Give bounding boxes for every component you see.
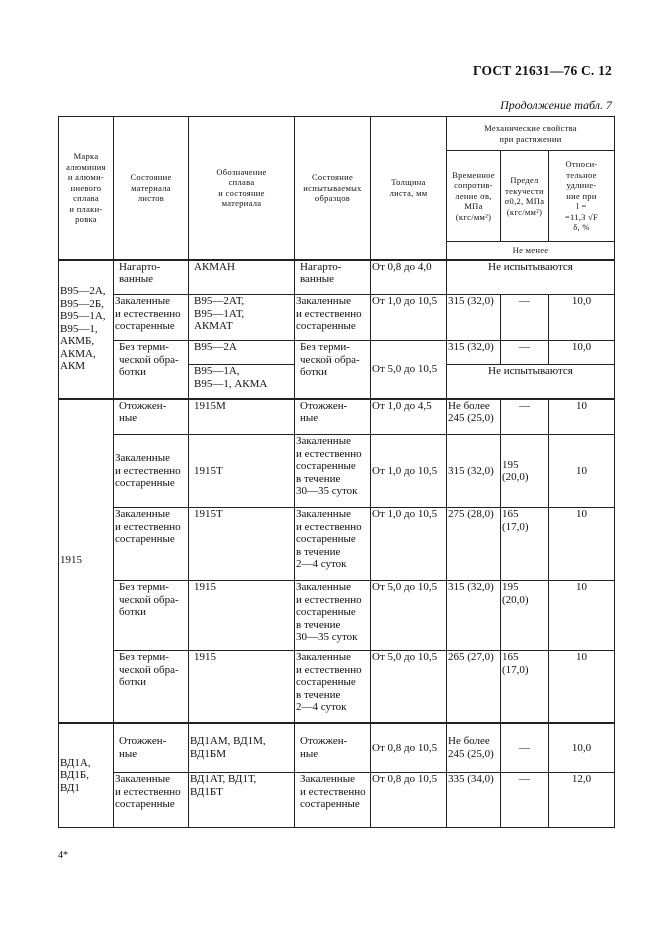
grade-cell (59, 260, 114, 399)
not-tested-note: Не испытываются (447, 365, 615, 399)
text-line: Закаленные (300, 773, 355, 785)
properties-table (58, 116, 615, 828)
text-line: ВД1А, (60, 756, 91, 769)
text-line: состаренные (115, 320, 175, 332)
strength-cell: Не более 245 (25,0) (447, 723, 501, 773)
text-line: В95—2Б, (60, 297, 104, 310)
grade-cell (59, 723, 114, 828)
not-less-label: Не менее (447, 242, 615, 260)
designation-cell (189, 508, 295, 581)
text-line: Отожжен- (119, 735, 167, 748)
text-line: и естественно (296, 663, 362, 676)
text-line: АКМ (60, 360, 86, 373)
text-line: ботки (119, 676, 146, 688)
state-cell (114, 508, 189, 581)
col-grade-header (59, 117, 114, 260)
text-line: ВД1БМ (190, 747, 227, 760)
text-line: Отожжен- (300, 399, 348, 412)
col-tested-state-header (295, 117, 371, 260)
text-line: Закаленные (296, 581, 351, 593)
tested-state-cell (295, 435, 371, 508)
text-line: текучести (505, 185, 544, 196)
page-number: 4* (58, 850, 68, 861)
text-line: 1915 (194, 651, 216, 663)
tested-state-cell (295, 295, 371, 341)
text-line: состаренные (296, 676, 356, 688)
text-line: Закаленные (296, 295, 351, 307)
text-line: В95—1А, (194, 365, 240, 377)
text-line: (кгс/мм²) (506, 206, 543, 217)
designation-cell (189, 295, 295, 341)
text-line: сплава (73, 193, 99, 203)
text-line: и алюми- (67, 172, 105, 182)
thickness-cell: От 5,0 до 10,5 (371, 341, 447, 399)
text-line: l = (576, 201, 587, 212)
text-line: В95—2АТ, (194, 295, 245, 307)
text-line: сплава (228, 177, 255, 188)
designation-cell (189, 341, 295, 365)
designation-cell (189, 581, 295, 651)
table-row (59, 508, 615, 581)
text-line: Отожжен- (300, 735, 348, 748)
text-line: ВД1АМ, ВД1М, (190, 735, 266, 748)
text-line: и плаки- (69, 203, 103, 214)
text-line: и естественно (115, 520, 181, 533)
text-line: 2—4 суток (296, 558, 347, 570)
text-line: Без терми- (119, 581, 169, 593)
text-line: и естественно (296, 520, 362, 533)
text-line: ВД1БТ (190, 785, 223, 798)
text-line: =11,3 √F (564, 211, 599, 222)
text-line: и естественно (296, 593, 362, 606)
text-line: и состояние (218, 187, 265, 198)
text-line: ные (119, 412, 138, 424)
table-row (59, 435, 615, 508)
thickness-cell: От 1,0 до 10,5 (371, 435, 447, 508)
state-cell (114, 435, 189, 508)
text-line: Без терми- (119, 341, 169, 353)
strength-cell: 315 (32,0) (447, 435, 501, 508)
text-line: Закаленные (296, 651, 351, 663)
text-line: удлине- (566, 180, 597, 191)
text-line: ВД1 (60, 781, 80, 794)
text-line: 1915Т (194, 464, 223, 477)
tested-state-cell (295, 260, 371, 295)
strength-cell: 315 (32,0) (447, 581, 501, 651)
text-line: образцов (314, 193, 351, 203)
text-line: Закаленные (115, 295, 170, 307)
text-line: состаренные (296, 320, 356, 332)
state-cell (114, 341, 189, 399)
text-line: Состояние (130, 172, 172, 182)
tested-state-cell (295, 773, 371, 828)
designation-cell (189, 773, 295, 828)
text-line: ческой обра- (300, 353, 360, 366)
elongation-cell: 12,0 (549, 773, 615, 828)
elongation-cell: 10,0 (549, 723, 615, 773)
state-cell (114, 723, 189, 773)
text-line: δ, % (573, 222, 590, 233)
text-line: в течение (296, 545, 341, 558)
text-line: ные (300, 412, 319, 424)
state-cell (114, 260, 189, 295)
text-line: ровка (75, 214, 97, 224)
thickness-cell: От 0,8 до 10,5 (371, 723, 447, 773)
table-row (59, 723, 615, 773)
text-line: Без терми- (300, 341, 350, 353)
text-line: Нагарто- (300, 260, 342, 273)
strength-cell: 265 (27,0) (447, 651, 501, 723)
text-line: ние при (566, 190, 597, 201)
tested-state-cell (295, 399, 371, 435)
elongation-cell: 10 (549, 651, 615, 723)
table-row (59, 773, 615, 828)
text-line: ные (300, 747, 319, 760)
designation-cell (189, 723, 295, 773)
text-line: и естественно (296, 447, 362, 460)
state-cell (114, 773, 189, 828)
yield-cell: 195 (20,0) (501, 435, 549, 508)
tested-state-cell (295, 723, 371, 773)
text-line: при растяжении (499, 133, 562, 144)
tested-state-cell (295, 651, 371, 723)
col-yield-header (501, 151, 549, 242)
state-cell (114, 399, 189, 435)
text-line: тельное (566, 169, 597, 180)
text-line: Закаленные (115, 773, 170, 785)
text-line: АКМАН (194, 260, 235, 273)
yield-cell: 195 (20,0) (501, 581, 549, 651)
strength-cell: 335 (34,0) (447, 773, 501, 828)
text-line: 1915Т (194, 508, 223, 520)
text-line: состаренные (115, 477, 175, 490)
elongation-cell: 10 (549, 508, 615, 581)
text-line: 30—35 суток (296, 631, 358, 643)
text-line: В95—1А, (60, 310, 106, 323)
strength-cell: 275 (28,0) (447, 508, 501, 581)
text-line: В95—1, (60, 322, 98, 335)
designation-cell (189, 399, 295, 435)
text-line: Обозначение (216, 166, 267, 177)
text-line: материала (221, 198, 262, 209)
text-line: Нагарто- (119, 260, 161, 273)
text-line: в течение (296, 688, 341, 701)
text-line: МПа (464, 201, 483, 212)
text-line: состаренные (296, 533, 356, 545)
elongation-cell: 10,0 (549, 295, 615, 341)
text-line: в течение (296, 472, 341, 485)
text-line: АКМА, (60, 347, 96, 360)
text-line: ботки (119, 366, 146, 378)
text-line: Толщина (391, 177, 426, 188)
text-line: В95—1АТ, (194, 307, 245, 320)
table-row (59, 341, 615, 365)
text-line: ВД1Б, (60, 769, 89, 781)
designation-cell (189, 365, 295, 399)
text-line: σ0,2, МПа (504, 196, 545, 206)
text-line: состаренные (296, 460, 356, 472)
designation-cell (189, 260, 295, 295)
text-line: Закаленные (115, 508, 170, 520)
text-line: Предел (510, 175, 539, 185)
text-line: Без терми- (119, 651, 169, 663)
thickness-cell: От 1,0 до 4,5 (371, 399, 447, 435)
text-line: Временное (452, 169, 495, 180)
text-line: ческой обра- (119, 593, 179, 606)
elongation-cell: 10,0 (549, 341, 615, 365)
text-line: листа, мм (389, 187, 428, 198)
text-line: Механические свойства (484, 123, 577, 133)
text-line: Относи- (565, 159, 598, 170)
table-row (59, 260, 615, 295)
thickness-cell: От 5,0 до 10,5 (371, 651, 447, 723)
thickness-cell: От 1,0 до 10,5 (371, 295, 447, 341)
thickness-cell: От 0,8 до 4,0 (371, 260, 447, 295)
text-line: состаренные (115, 798, 175, 810)
text-line: АКМБ, (60, 335, 95, 348)
yield-cell: — (501, 773, 549, 828)
yield-cell: — (501, 723, 549, 773)
col-state-header (114, 117, 189, 260)
text-line: ботки (300, 366, 327, 378)
grade-cell (59, 399, 114, 723)
strength-cell: Не более 245 (25,0) (447, 399, 501, 435)
state-cell (114, 651, 189, 723)
table-row (59, 295, 615, 341)
text-line: 1915 (60, 554, 82, 567)
designation-cell (189, 651, 295, 723)
col-designation-header (189, 117, 295, 260)
text-line: Закаленные (296, 508, 351, 520)
thickness-cell: От 1,0 до 10,5 (371, 508, 447, 581)
text-line: в течение (296, 618, 341, 631)
text-line: (кгс/мм²) (455, 211, 492, 222)
col-strength-header (447, 151, 501, 242)
tested-state-cell (295, 341, 371, 399)
text-line: 1915М (194, 399, 226, 412)
text-line: материала (131, 182, 171, 193)
text-line: ванные (119, 273, 153, 285)
text-line: В95—1, АКМА (194, 377, 268, 390)
yield-cell: — (501, 295, 549, 341)
text-line: ление σв, (455, 190, 492, 201)
text-line: ванные (300, 273, 334, 285)
text-line: ческой обра- (119, 353, 179, 366)
thickness-cell: От 5,0 до 10,5 (371, 581, 447, 651)
text-line: Закаленные (296, 435, 351, 447)
elongation-cell: 10 (549, 435, 615, 508)
text-line: В95—2А, (60, 285, 106, 298)
not-tested-note: Не испытываются (447, 260, 615, 295)
text-line: и естественно (115, 307, 181, 320)
text-line: 2—4 суток (296, 701, 347, 713)
state-cell (114, 295, 189, 341)
text-line: ческой обра- (119, 663, 179, 676)
thickness-cell: От 0,8 до 10,5 (371, 773, 447, 828)
tested-state-cell (295, 508, 371, 581)
text-line: состаренные (115, 533, 175, 545)
text-line: ниевого (70, 182, 102, 193)
text-line: АКМАТ (194, 320, 233, 332)
text-line: сопротив- (454, 180, 493, 191)
text-line: Отожжен- (119, 399, 167, 412)
text-line: 30—35 суток (296, 485, 358, 497)
table-row (59, 399, 615, 435)
text-line: состаренные (296, 606, 356, 618)
text-line: состаренные (300, 798, 360, 810)
strength-cell: 315 (32,0) (447, 295, 501, 341)
text-line: и естественно (300, 785, 366, 798)
table-row (59, 581, 615, 651)
col-mechanical-group-header (447, 117, 615, 151)
tested-state-cell (295, 581, 371, 651)
yield-cell: — (501, 341, 549, 365)
strength-cell: 315 (32,0) (447, 341, 501, 365)
text-line: Закаленные (115, 452, 170, 465)
text-line: 1915 (194, 581, 216, 593)
text-line: и естественно (296, 307, 362, 320)
yield-cell: 165 (17,0) (501, 508, 549, 581)
text-line: Состояние (311, 172, 354, 182)
document-code: ГОСТ 21631—76 С. 12 (473, 63, 612, 78)
state-cell (114, 581, 189, 651)
table-row (59, 651, 615, 723)
text-line: алюминия (66, 161, 106, 172)
elongation-cell: 10 (549, 399, 615, 435)
text-line: ботки (119, 606, 146, 618)
designation-cell (189, 435, 295, 508)
text-line: испытываемых (303, 182, 362, 193)
col-elongation-header (549, 151, 615, 242)
text-line: ные (119, 747, 138, 760)
text-line: Марка (73, 151, 99, 161)
text-line: В95—2А (194, 341, 237, 353)
text-line: и естественно (115, 464, 181, 477)
text-line: и естественно (115, 785, 181, 798)
yield-cell: — (501, 399, 549, 435)
table-continuation-label: Продолжение табл. 7 (500, 98, 612, 112)
text-line: листов (137, 193, 165, 203)
elongation-cell: 10 (549, 581, 615, 651)
text-line: ВД1АТ, ВД1Т, (190, 773, 257, 785)
yield-cell: 165 (17,0) (501, 651, 549, 723)
col-thickness-header (371, 117, 447, 260)
